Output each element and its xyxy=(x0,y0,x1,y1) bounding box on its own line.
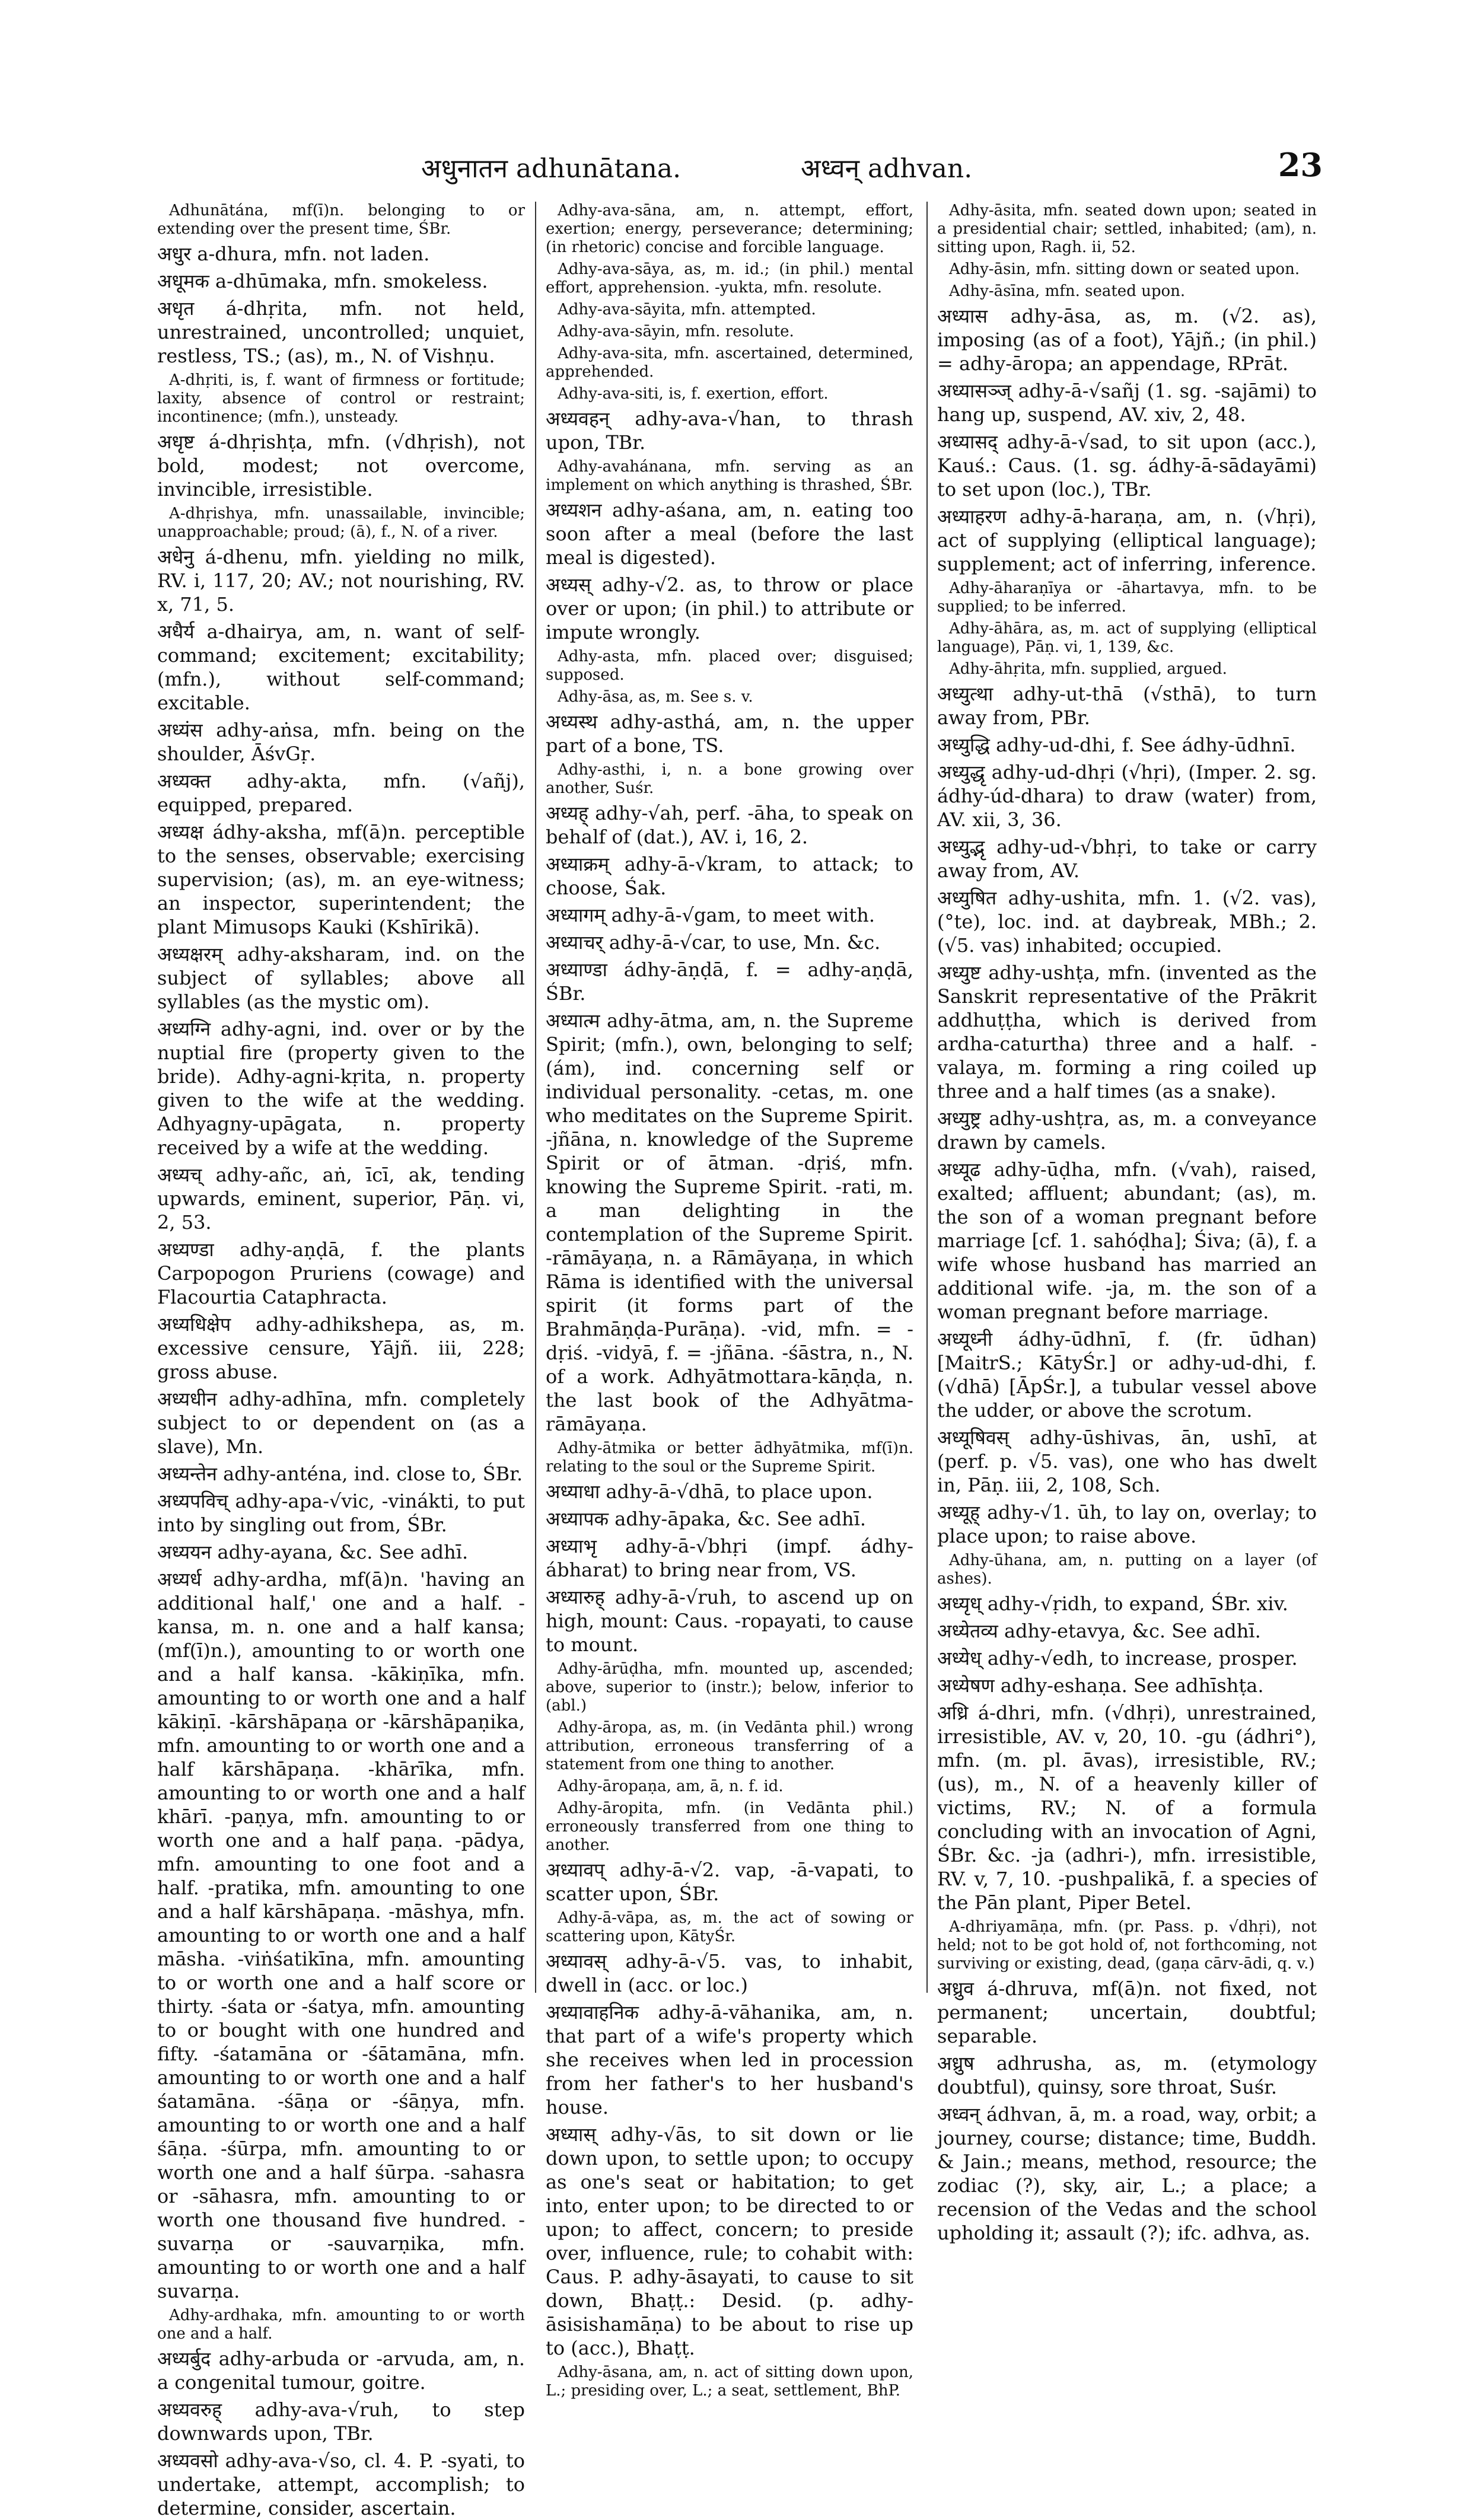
dictionary-entry: Adhy-āhṛita, mfn. supplied, argued. xyxy=(949,660,1227,678)
running-head-left: अधुनातन adhunātana. xyxy=(421,154,682,184)
dictionary-entry: अधूमक a-dhūmaka, mfn. smokeless. xyxy=(157,270,488,292)
dictionary-entry: A-dhṛishya, mfn. unassailable, invincible; unapproachable; proud; (ā), f., N. of a river. xyxy=(157,505,525,541)
dictionary-entry: अध्यूषिवस् adhy-ūshivas, ān, ushī, at (perf. p. √5. vas), one who has dwelt in, Pāṇ. iii, 2, 108, Sch. xyxy=(937,1426,1317,1496)
dictionary-entry: अधृत á-dhṛita, mfn. not held, unrestrained, uncontrolled; unquiet, restless, TS.; (as), m., N. of Vishṇu. xyxy=(157,297,525,367)
dictionary-entry: Adhy-āropaṇa, am, ā, n. f. id. xyxy=(558,1777,784,1795)
dictionary-entry: अधेनु á-dhenu, mfn. yielding no milk, RV. i, 117, 20; AV.; not nourishing, RV. x, 71, 5. xyxy=(157,546,525,616)
dictionary-entry: अध्युत्था adhy-ut-thā (√sthā), to turn away from, PBr. xyxy=(937,683,1317,729)
dictionary-column-2 xyxy=(546,202,913,2400)
page-header xyxy=(160,146,1323,185)
dictionary-entry: Adhy-āsita, mfn. seated down upon; seated in a presidential chair; settled, inhabited; (am), n. sitting upon, Ragh. ii, 52. xyxy=(937,202,1317,256)
dictionary-entry: अध्यपविच् adhy-apa-√vic, -vinákti, to put into by singling out from, ŚBr. xyxy=(157,1490,525,1536)
dictionary-entry: Adhy-ārūḍha, mfn. mounted up, ascended; above, superior to (instr.); below, inferior to (abl.) xyxy=(546,1660,913,1715)
dictionary-entry: अध्यन्तेन adhy-anténa, ind. close to, ŚBr. xyxy=(157,1463,523,1485)
dictionary-entry: Adhy-asta, mfn. placed over; disguised; supposed. xyxy=(546,648,913,684)
dictionary-entry: अधृष्ट á-dhṛishṭa, mfn. (√dhṛish), not bold, modest; not overcome, invincible, irresistible. xyxy=(157,431,525,501)
dictionary-entry: अध्यधिक्षेप adhy-adhikshepa, as, m. excessive censure, Yājñ. iii, 228; gross abuse. xyxy=(157,1313,525,1383)
dictionary-entry: अध्याक्रम् adhy-ā-√kram, to attack; to choose, Śak. xyxy=(546,853,913,899)
dictionary-entry: A-dhriyamāṇa, mfn. (pr. Pass. p. √dhṛi), not held; not to be got hold of, not forthcoming, not surviving or existing, dead, (gaṇa cārv-ādi, q. v.) xyxy=(937,1918,1317,1973)
dictionary-entry: अध्याधा adhy-ā-√dhā, to place upon. xyxy=(546,1480,873,1503)
dictionary-entry: अध्येतव्य adhy-etavya, &c. See adhī. xyxy=(937,1620,1261,1642)
dictionary-entry: Adhy-asthi, i, n. a bone growing over another, Suśr. xyxy=(546,761,913,797)
dictionary-entry: अध्याभृ adhy-ā-√bhṛi (impf. ádhy-ábharat) to bring near from, VS. xyxy=(546,1535,913,1581)
dictionary-entry: अध्यावस् adhy-ā-√5. vas, to inhabit, dwell in (acc. or loc.) xyxy=(546,1950,913,1996)
dictionary-entry: अध्रुष adhrusha, as, m. (etymology doubtful), quinsy, sore throat, Suśr. xyxy=(937,2052,1317,2098)
dictionary-entry: Adhy-ava-sāyita, mfn. attempted. xyxy=(558,301,816,318)
dictionary-entry: अध्यंस adhy-aṅsa, mfn. being on the shoulder, ĀśvGṛ. xyxy=(157,719,525,765)
dictionary-entry: अध्यर्बुद adhy-arbuda or -arvuda, am, n. a congenital tumour, goitre. xyxy=(157,2347,525,2394)
dictionary-entry: अध्यह् adhy-√ah, perf. -āha, to speak on behalf of (dat.), AV. i, 16, 2. xyxy=(546,802,913,848)
dictionary-entry: अध्यधीन adhy-adhīna, mfn. completely subject to or dependent on (as a slave), Mn. xyxy=(157,1388,525,1458)
dictionary-entry: Adhy-āsīna, mfn. seated upon. xyxy=(949,282,1186,300)
dictionary-entry: अध्यवसो adhy-ava-√so, cl. 4. P. -syati, to undertake, attempt, accomplish; to determine, consider, ascertain. xyxy=(157,2449,525,2519)
dictionary-entry: अध्याहरण adhy-ā-haraṇa, am, n. (√hṛi), act of supplying (elliptical language); supplement; act of inferring, inference. xyxy=(937,505,1317,575)
dictionary-entry: अधुर a-dhura, mfn. not laden. xyxy=(157,243,430,265)
dictionary-entry: अध्यारुह् adhy-ā-√ruh, to ascend up on high, mount: Caus. -ropayati, to cause to mount. xyxy=(546,1586,913,1656)
dictionary-entry: अध्याचर् adhy-ā-√car, to use, Mn. &c. xyxy=(546,931,881,954)
dictionary-entry: अध्युष्ट्र adhy-ushṭra, as, m. a conveyance drawn by camels. xyxy=(937,1107,1317,1154)
dictionary-entry: अध्युद्धि adhy-ud-dhi, f. See ádhy-ūdhnī. xyxy=(937,734,1296,756)
dictionary-entry: Adhy-ava-sita, mfn. ascertained, determined, apprehended. xyxy=(546,345,913,381)
dictionary-entry: अध्युषित adhy-ushita, mfn. 1. (√2. vas), (°te), loc. ind. at daybreak, MBh.; 2. (√5. vas) inhabited; occupied. xyxy=(937,887,1317,957)
dictionary-entry: अध्यात्म adhy-ātma, am, n. the Supreme Spirit; (mfn.), own, belonging to self; (ám), ind. concerning self or individual personality. -cetas, m. one who meditates on the Supreme Spirit. -jñāna, n. knowledge of the Supreme Spirit or of ātman. -dṛiś, mfn. knowing the Supreme Spirit. -rati, m. a man delighting in the contemplation of the Supreme Spirit. -rāmāyaṇa, n. a Rāmāyaṇa, in which Rāma is identified with the universal spirit (it forms part of the Brahmāṇḍa-Purāṇa). -vid, mfn. = -dṛiś. -vidyā, f. = -jñāna. -śāstra, n., N. of a work. Adhyātmottara-kāṇḍa, n. the last book of the Adhyātma-rāmāyaṇa. xyxy=(546,1009,913,1435)
dictionary-entry: Adhy-āsin, mfn. sitting down or seated upon. xyxy=(949,260,1300,278)
dictionary-entry: अध्यागम् adhy-ā-√gam, to meet with. xyxy=(546,904,875,926)
dictionary-entry: अध्याण्डा ádhy-āṇḍā, f. = adhy-aṇḍā, ŚBr. xyxy=(546,958,913,1005)
dictionary-entry: अध्युष्ट adhy-ushṭa, mfn. (invented as the Sanskrit representative of the Prākrit addhuṭṭha, which is derived from ardha-caturtha) three and a half. -valaya, m. forming a ring coiled up three and a half times (as a snake). xyxy=(937,961,1317,1103)
dictionary-entry: अध्येषण adhy-eshaṇa. See adhīshṭa. xyxy=(937,1674,1264,1697)
dictionary-entry: अध्यवरुह् adhy-ava-√ruh, to step downwards upon, TBr. xyxy=(157,2398,525,2445)
dictionary-entry: अध्यण्डा adhy-aṇḍā, f. the plants Carpopogon Pruriens (cowage) and Flacourtia Cataphracta. xyxy=(157,1238,525,1308)
dictionary-entry: अध्यक्षरम् adhy-aksharam, ind. on the subject of syllables; above all syllables (as the mystic om). xyxy=(157,943,525,1013)
dictionary-entry: अध्यास adhy-āsa, as, m. (√2. as), imposing (as of a foot), Yājñ.; (in phil.) = adhy-āropa; an appendage, RPrāt. xyxy=(937,305,1317,375)
dictionary-entry: अध्यर्ध adhy-ardha, mf(ā)n. 'having an additional half,' one and a half. -kansa, m. n. one and a half kansa; (mf(ī)n.), amounting to or worth one and a half kansa. -kākiṇīka, mfn. amounting to or worth one and a half kākiṇī. -kārshāpaṇa or -kārshāpaṇika, mfn. amounting to or worth one and a half kārshāpaṇa. -khārīka, mfn. amounting to or worth one and a half khārī. -paṇya, mfn. amounting to or worth one and a half paṇa. -pādya, mfn. amounting to one foot and a half. -pratika, mfn. amounting to one and a half kārshāpaṇa. -māshya, mfn. amounting to or worth one and a half māsha. -viṅśatikīna, mfn. amounting to or worth one and a half score or thirty. -śata or -śatya, mfn. amounting to or bought with one hundred and fifty. -śatamāna or -śātamāna, mfn. amounting to or worth one and a half śatamāna. -śāṇa or -śāṇya, mfn. amounting to or worth one and a half śāṇa. -śūrpa, mfn. amounting to or worth one and a half śūrpa. -sahasra or -sāhasra, mfn. amounting to or worth one thousand five hundred. -suvarṇa or -sauvarṇika, mfn. amounting to or worth one and a half suvarṇa. xyxy=(157,1568,525,2302)
dictionary-column-1 xyxy=(157,202,525,2519)
dictionary-entry: अध्युद्धृ adhy-ud-dhṛi (√hṛi), (Imper. 2. sg. ádhy-úd-dhara) to draw (water) from, AV. xii, 3, 36. xyxy=(937,761,1317,831)
dictionary-entry: Adhy-ardhaka, mfn. amounting to or worth one and a half. xyxy=(157,2306,525,2343)
dictionary-entry: Adhy-ava-sāya, as, m. id.; (in phil.) mental effort, apprehension. -yukta, mfn. resolute. xyxy=(546,260,913,297)
dictionary-entry: Adhy-avahánana, mfn. serving as an implement on which anything is thrashed, ŚBr. xyxy=(546,458,913,494)
dictionary-entry: अध्यवहन् adhy-ava-√han, to thrash upon, TBr. xyxy=(546,407,913,454)
dictionary-entry: अध्येध् adhy-√edh, to increase, prosper. xyxy=(937,1647,1298,1670)
dictionary-entry: अधैर्य a-dhairya, am, n. want of self-command; excitement; excitability; (mfn.), without self-command; excitable. xyxy=(157,620,525,714)
dictionary-entry: Adhy-ava-siti, is, f. exertion, effort. xyxy=(558,385,829,403)
dictionary-entry: Adhy-āsana, am, n. act of sitting down upon, L.; presiding over, L.; a seat, settlement, BhP. xyxy=(546,2363,913,2400)
dictionary-column-3 xyxy=(937,202,1317,2244)
dictionary-entry: Adhy-ā-vāpa, as, m. the act of sowing or scattering upon, KātyŚr. xyxy=(546,1909,913,1945)
dictionary-entry: अध्रि á-dhri, mfn. (√dhṛi), unrestrained, irresistible, AV. v, 20, 10. -gu (ádhri°), mfn. (m. pl. āvas), irresistible, RV.; (us), m., N. of a heavenly killer of victims, RV.; N. of a formula concluding with an invocation of Agni, ŚBr. &c. -ja (adhri-), mfn. irresistible, RV. v, 7, 10. -pushpalikā, f. a species of the Pān plant, Piper Betel. xyxy=(937,1702,1317,1914)
running-head-right: अध्वन् adhvan. xyxy=(801,154,973,184)
dictionary-entry: Adhunātána, mf(ī)n. belonging to or extending over the present time, ŚBr. xyxy=(157,202,525,238)
dictionary-entry: Adhy-āhāra, as, m. act of supplying (elliptical language), Pāṇ. vi, 1, 139, &c. xyxy=(937,620,1317,656)
column-divider xyxy=(535,202,536,1993)
dictionary-entry: Adhy-āropita, mfn. (in Vedānta phil.) erroneously transferred from one thing to another. xyxy=(546,1799,913,1854)
dictionary-entry: अध्युद्भृ adhy-ud-√bhṛi, to take or carry away from, AV. xyxy=(937,836,1317,882)
dictionary-entry: अध्यच् adhy-añc, aṅ, īcī, ak, tending upwards, eminent, superior, Pāṇ. vi, 2, 53. xyxy=(157,1164,525,1234)
dictionary-entry: Adhy-āropa, as, m. (in Vedānta phil.) wrong attribution, erroneous transferring of a statement from one thing to another. xyxy=(546,1719,913,1773)
dictionary-entry: Adhy-ūhana, am, n. putting on a layer (of ashes). xyxy=(937,1551,1317,1588)
dictionary-entry: अध्यस्थ adhy-asthá, am, n. the upper part of a bone, TS. xyxy=(546,711,913,757)
dictionary-entry: Adhy-āsa, as, m. See s. v. xyxy=(558,688,753,706)
dictionary-entry: अध्यक्त adhy-akta, mfn. (√añj), equipped, prepared. xyxy=(157,770,525,816)
dictionary-entry: अध्यासञ्ज् adhy-ā-√sañj (1. sg. -sajāmi) to hang up, suspend, AV. xiv, 2, 48. xyxy=(937,380,1317,426)
dictionary-entry: अध्वन् ádhvan, ā, m. a road, way, orbit; a journey, course; distance; time, Buddh. & Jain.; means, method, resource; the zodiac (?), sky, air, L.; a place; a recension of the Vedas and the school upholding it; assault (?); ifc. adhva, as. xyxy=(937,2103,1317,2244)
dictionary-entry: अध्यास् adhy-√ās, to sit down or lie down upon, to settle upon; to occupy as one's seat or habitation; to get into, enter upon; to be directed to or upon; to affect, concern; to preside over, influence, rule; to cohabit with: Caus. P. adhy-āsayati, to cause to sit down, Bhaṭṭ.: Desid. (p. adhy-āsisishamāṇa) to be about to rise up to (acc.), Bhaṭṭ. xyxy=(546,2123,913,2359)
dictionary-entry: अध्यूह् adhy-√1. ūh, to lay on, overlay; to place upon; to raise above. xyxy=(937,1501,1317,1547)
dictionary-entry: Adhy-āharaṇīya or -āhartavya, mfn. to be supplied; to be inferred. xyxy=(937,579,1317,616)
dictionary-entry: अध्यापक adhy-āpaka, &c. See adhī. xyxy=(546,1508,867,1530)
dictionary-entry: अध्यस् adhy-√2. as, to throw or place over or upon; (in phil.) to attribute or impute wrongly. xyxy=(546,574,913,643)
dictionary-entry: अध्यृध् adhy-√ṛidh, to expand, ŚBr. xiv. xyxy=(937,1592,1288,1615)
dictionary-entry: अध्यावप् adhy-ā-√2. vap, -ā-vapati, to scatter upon, ŚBr. xyxy=(546,1859,913,1905)
dictionary-entry: Adhy-ava-sāna, am, n. attempt, effort, exertion; energy, perseverance; determining; (in rhetoric) concise and forcible language. xyxy=(546,202,913,256)
dictionary-entry: अध्यशन adhy-aśana, am, n. eating too soon after a meal (before the last meal is digested). xyxy=(546,499,913,569)
dictionary-entry: Adhy-ava-sāyin, mfn. resolute. xyxy=(558,323,794,340)
dictionary-entry: अध्यूध्नी ádhy-ūdhnī, f. (fr. ūdhan) [MaitrS.; KātyŚr.] or adhy-ud-dhi, f. (√dhā) [ĀpŚr.], a tubular vessel above the udder, or above the scrotum. xyxy=(937,1328,1317,1422)
dictionary-entry: अध्यक्ष ádhy-aksha, mf(ā)n. perceptible to the senses, observable; exercising supervision; (as), m. an eye-witness; an inspector, superintendent; the plant Mimusops Kauki (Kshīrikā). xyxy=(157,821,525,938)
dictionary-entry: अध्यासद् adhy-ā-√sad, to sit upon (acc.), Kauś.: Caus. (1. sg. ádhy-ā-sādayāmi) to set upon (loc.), TBr. xyxy=(937,431,1317,501)
dictionary-entry: अध्रुव á-dhruva, mf(ā)n. not fixed, not permanent; uncertain, doubtful; separable. xyxy=(937,1977,1317,2047)
dictionary-entry: Adhy-ātmika or better ādhyātmika, mf(ī)n. relating to the soul or the Supreme Spirit. xyxy=(546,1439,913,1476)
column-divider xyxy=(926,202,928,1993)
dictionary-entry: अध्यूढ adhy-ūḍha, mfn. (√vah), raised, exalted; affluent; abundant; (as), m. the son of a woman pregnant before marriage [cf. 1. sahóḍha]; Śiva; (ā), f. a wife whose husband has married an additional wife. -ja, m. the son of a woman pregnant before marriage. xyxy=(937,1158,1317,1323)
dictionary-entry: अध्यावाहनिक adhy-ā-vāhanika, am, n. that part of a wife's property which she receives when led in procession from her father's to her husband's house. xyxy=(546,2001,913,2118)
dictionary-entry: अध्यग्नि adhy-agni, ind. over or by the nuptial fire (property given to the bride). Adhy-agni-kṛita, n. property given to the wife at the wedding. Adhyagny-upāgata, n. property received by a wife at the wedding. xyxy=(157,1018,525,1159)
dictionary-entry: अध्ययन adhy-ayana, &c. See adhī. xyxy=(157,1541,469,1563)
dictionary-entry: A-dhṛiti, is, f. want of firmness or fortitude; laxity, absence of control or restraint; incontinence; (mfn.), unsteady. xyxy=(157,371,525,426)
page-number: 23 xyxy=(1278,146,1323,184)
